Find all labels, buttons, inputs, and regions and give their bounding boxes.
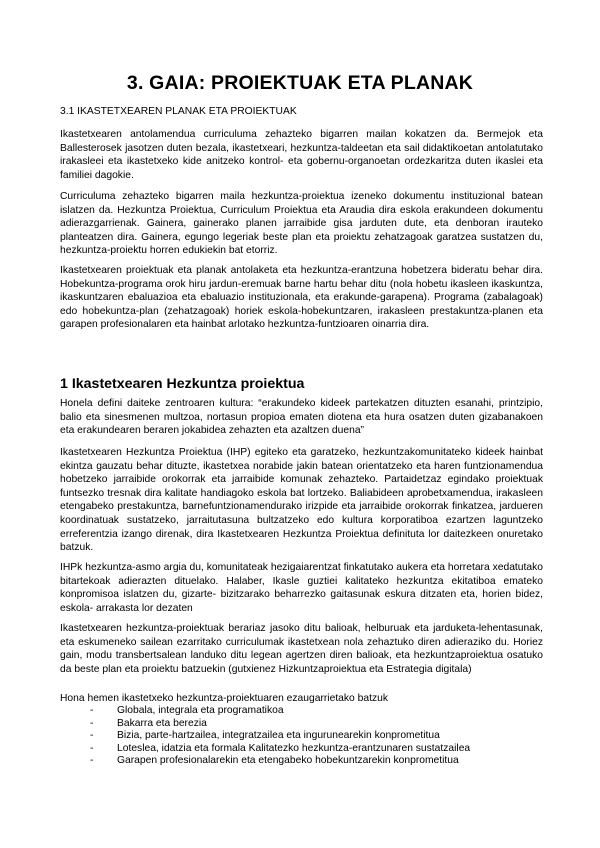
intro-paragraph-1: Ikastetxearen antolamendua curriculuma zehazteko bigarren mailan kokatzen da. Bermejok eta Ballesterosek jasotzen duten bezala, ikastetxeari, hezkuntza-taldeetan eta sail didaktikoetan antolatutako irakasleei eta ikastetxeko kide anitzeko kontrol- eta gobernu-organoetan ordezkaritza duten ikaslei eta familiei dagokie. bbox=[60, 129, 543, 181]
list-item: - Garapen profesionalarekin eta etengabeko hobekuntzarekin konprometitua bbox=[90, 755, 470, 768]
culture-definition-paragraph: Honela defini daiteke zentroaren kultura: “erakundeko kideek partekatzen dituzten esanahi, printzipio, balio eta sinesmenen multzoa, nortasun propioa ematen diotena eta hura osatzen duten gizabanakoen eta erakundearen beraren jokabidea zehazten eta azaltzen duena” bbox=[60, 398, 543, 437]
list-item: - Globala, integrala eta programatikoa bbox=[90, 705, 470, 718]
chapter-title: 3. GAIA: PROIEKTUAK ETA PLANAK bbox=[126, 72, 474, 94]
features-list bbox=[90, 705, 470, 768]
intro-paragraph-3: Ikastetxearen proiektuak eta planak antolaketa eta hezkuntza-erantzuna hobetzera bideratu behar dira. Hobekuntza-programa orok hiru jardun-eremuak barne hartu behar ditu (nola hobetu ikasleen ikaskuntza, ikaskuntzaren ebaluazioa eta ebaluazio instituzionala, eta erakunde-garapena). Programa (zabalagoak) edo hobekuntza-plan (zehatzagoak) horiek eskola-hobekuntzaren, irakasleen prestakuntza-planen eta garapen profesionalaren eta hainbat arlotako hezkuntza-funtzioaren oinarria dira. bbox=[60, 265, 543, 331]
features-intro: Hona hemen ikastetxeko hezkuntza-proiektuaren ezaugarrietako batzuk bbox=[60, 693, 388, 704]
list-item: - Loteslea, idatzia eta formala Kalitatezko hezkuntza-erantzunaren sustatzailea bbox=[90, 743, 470, 756]
list-item: - Bizia, parte-hartzailea, integratzailea eta ingurunearekin konprometitua bbox=[90, 730, 470, 743]
intro-paragraph-2: Curriculuma zehazteko bigarren maila hezkuntza-proiektua izeneko dokumentu instituzional batean islatzen da. Hezkuntza Proiektua, Curriculum Proiektua eta Araudia dira eskola erakundeen dokumentu adierazgarrienak. Gainera, gainerako planen jarraibide gisa jarduten dute, eta denboran irauteko planteatzen dira. Gainera, egungo legeriak beste plan eta proiektu zehatzagoak garatzea sustatzen du, hezkuntza-proiektu horren edukiekin bat etorriz. bbox=[60, 191, 543, 257]
section-subheading: 3.1 IKASTETXEAREN PLANAK ETA PROIEKTUAK bbox=[60, 106, 297, 117]
list-item: - Bakarra eta berezia bbox=[90, 718, 470, 731]
ihp-intent-paragraph: IHPk hezkuntza-asmo argia du, komunitateak hezigaiarentzat finkatutako aukera eta horretara xedatutako bitartekoak adierazten dituelako. Halaber, Ikasle guztiei kalitateko hezkuntza ekitatiboa emateko konpromisoa islatzen du, gizarte- bizitzarako beharrezko gaitasunak eskura ditzaten eta, horien bidez, eskola- arrakasta lor dezaten bbox=[60, 562, 543, 614]
ihp-paragraph: Ikastetxearen Hezkuntza Proiektua (IHP) egiteko eta garatzeko, hezkuntzakomunitateko kideek hainbat ekintza gauzatu behar dituzte, ikastetxea norabide jakin batean orientatzeko eta haren funtzionamendua hobetzeko jarraibide orokorrak eta jarraibide komunak zehazteko. Partaidetzaz egindako proiektuak funtsezko tresnak dira kalitate handiagoko eskola bat lortzeko. Baliabideen aprobetxamendua, irakasleen etengabeko prestakuntza, barnefuntzionamendurako irizpide eta jarraibide orokorrak finkatzea, jardueren koordinatuak sustatzeko, jarraitutasuna bultzatzeko edo kultura korporatiboa ezartzen laguntzeko erreferentzia izango direnak, dira Ikastetxearen Hezkuntza Proiektua definituta lor daitezkeen onuretako batzuk. bbox=[60, 447, 543, 554]
ihp-content-paragraph: Ikastetxearen hezkuntza-proiektuak berariaz jasoko ditu balioak, helburuak eta jarduketa-lehentasunak, eta eskumeneko sailean ezarritako curriculumak ikastetxean nola zehaztuko diren adieraziko du. Horiez gain, modu transbertsalean landuko ditu legean agertzen diren balioak, eta hezkuntzaproiektua osatuko da beste plan eta proiektu batzuekin (gutxienez Hizkuntzaproiektua eta Estrategia digitala) bbox=[60, 623, 543, 675]
section-heading: 1 Ikastetxearen Hezkuntza proiektua bbox=[60, 376, 305, 392]
